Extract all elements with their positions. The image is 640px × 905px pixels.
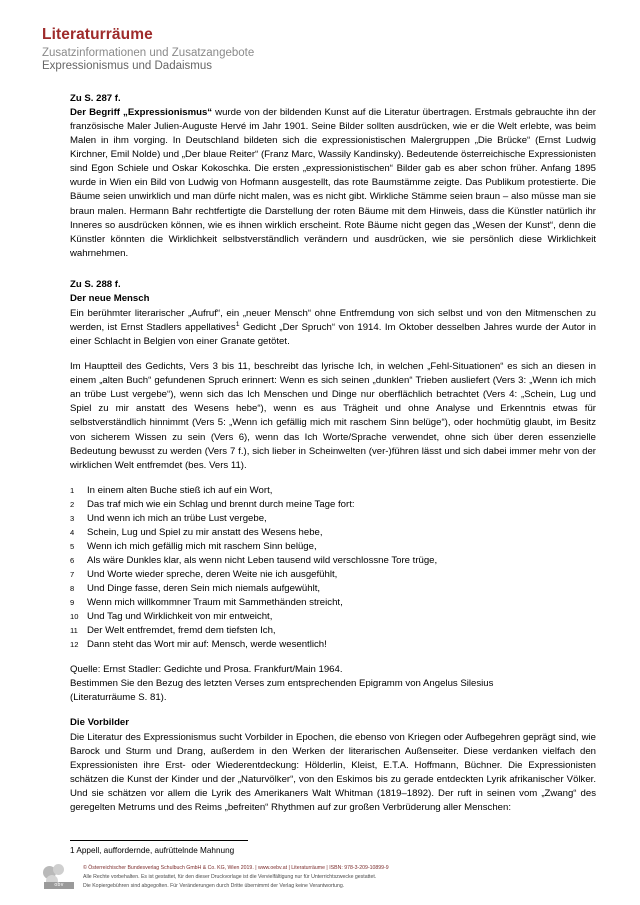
lead-rest-expressionismus: wurde von der bildenden Kunst auf die Literatur übertragen. Erstmals gebrauchte ihn der französische Maler Julien-Auguste Hervé im Jahr 1901. Seine Bilder sollten ausdrücken, wie er die Welt erlebte, was beim Malen in ihm vorging. In Deutschland bildeten sich die expressionistischen Malergruppen „Die Brücke“ (Ernst Ludwig Kirchner, Emil Nolde) und „Der blaue Reiter“ (Franz Marc, Wassily Kandinsky). Bedeutende österreichische Expressionisten sind Egon Schiele und Oskar Kokoschka. Die ersten „expressionistischen“ Bilder gab es aber schon früher. Anfang 1895 wurde in Wien ein Bild von Ludwig von Hofmann ausgestellt, das rote Baumstämme zeigte. Das Publikum protestierte. Die Bäume seien unwirklich und man dürfe nicht malen, was es nicht gibt. Wirkliche Stämme seien braun – also müsse man sie braun malen. Hermann Bahr rechtfertigte die Darstellung der roten Bäume mit dem Hinweis, dass die Künstler natürlich ihr Inneres so ausdrücken können, wie es ihnen wirklich erscheint. Rote Bäume nicht gegen das „Wesen der Kunst“, denn die Künstler könnten die Wirklichkeit selbstverständlich verändern und ausdrücken, wie sie persönlich diese Wirklichkeit wahrnehmen. (70, 106, 596, 259)
paragraph-vorbilder: Die Literatur des Expressionismus sucht Vorbilder in Epochen, die ebenso von Kriegen oder Aufbegehren geprägt sind, wie Barock und Sturm und Drang, außerdem in den Werken der literarischen Außenseiter. Diese verdanken vielfach den Expressionisten ihre Erst- oder Wiederentdeckung: Hölderlin, Kleist, E.T.A. Hoffmann, Büchner. Die Expressionisten schätzen die Kunst der Kinder und der „Naturvölker“, von den Eskimos bis zu gerade entdeckten Lyrik afrikanischer Völker. Und sie schätzen vor allem die Lyrik des Amerikaners Walt Whitman (1819–1892). Der ruft in seinen vom „Zwang“ des geregelten Metrums und des Reims „befreiten“ Rhythmen auf zur großen Verbrüderung aller Menschen: (70, 731, 596, 814)
paragraph-aufruf-part1: Ein berühmter literarischer „Aufruf“, ein „neuer Mensch“ ohne Entfremdung von sich selbst und von den Mitmenschen zu werden, ist Ernst Stadlers appellatives (70, 307, 596, 333)
poem-line-text: Das traf mich wie ein Schlag und brennt durch meine Tage fort: (87, 498, 355, 510)
section-ref-287: Zu S. 287 f. (70, 93, 121, 104)
poem-line (70, 610, 596, 624)
footer-copyright (83, 864, 598, 891)
paragraph-expressionismus (70, 106, 596, 261)
poem-line-text: Der Welt entfremdet, fremd dem tiefsten Ich, (87, 624, 276, 636)
poem-line-text: Wenn ich mich gefällig mich mit raschem Sinn belüge, (87, 540, 317, 552)
poem-line-number: 3 (70, 513, 75, 523)
source-line-2: Bestimmen Sie den Bezug des letzten Verses zum entsprechenden Epigramm von Angelus Silesius (70, 677, 494, 689)
poem-line (70, 498, 596, 512)
poem-line-number: 10 (70, 611, 79, 621)
section-heading-vorbilder: Die Vorbilder (70, 717, 129, 729)
page-title: Literaturräume (42, 26, 153, 43)
poem-list (70, 484, 596, 652)
source-line-3: (Literaturräume S. 81). (70, 691, 167, 703)
publisher-logo-label: obv (44, 882, 74, 889)
source-line-1: Quelle: Ernst Stadler: Gedichte und Prosa. Frankfurt/Main 1964. (70, 663, 343, 675)
paragraph-aufruf (70, 307, 596, 349)
poem-line-number: 8 (70, 583, 75, 593)
poem-line-text: Schein, Lug und Spiel zu mir anstatt des Wesens hebe, (87, 526, 323, 538)
footer-line-2: Alle Rechte vorbehalten. Es ist gestattet, für den dieser Druckvorlage ist die Vervielfältigung nur für Unterrichtszwecke gestattet. (83, 874, 377, 881)
poem-line-text: Und Tag und Wirklichkeit von mir entweicht, (87, 610, 273, 622)
poem-line (70, 596, 596, 610)
poem-line-number: 2 (70, 499, 75, 509)
page-subtitle: Zusatzinformationen und Zusatzangebote (42, 47, 255, 59)
poem-line-number: 4 (70, 527, 75, 537)
poem-line-text: Und Worte wieder spreche, deren Weite nie ich ausgefühlt, (87, 568, 338, 580)
footnote-marker-1: 1 (235, 320, 240, 328)
poem-line (70, 512, 596, 526)
poem-line (70, 568, 596, 582)
page-footer (42, 864, 598, 891)
poem-line-number: 1 (70, 485, 75, 495)
poem-line-number: 5 (70, 541, 75, 551)
poem-line-text: Und wenn ich mich an trübe Lust vergebe, (87, 512, 267, 524)
paragraph-aufruf-part2: Gedicht „Der Spruch“ von 1914. Im Oktober desselben Jahres wurde der Autor in einer Schlacht in Belgien von einer Granate getötet. (70, 321, 596, 347)
poem-line-text: Und Dinge fasse, deren Sein mich niemals aufgewühlt, (87, 582, 321, 594)
publisher-logo-icon (42, 864, 76, 890)
poem-line (70, 624, 596, 638)
footer-line-1: © Österreichischer Bundesverlag Schulbuch GmbH & Co. KG, Wien 2019. | www.oebv.at | Literaturräume | ISBN: 978-3-209-10899-9 (83, 865, 389, 872)
footer-line-3: Die Kopiergebühren sind abgegolten. Für Veränderungen durch Dritte übernimmt der Verlag keine Verantwortung. (83, 883, 345, 890)
page-subtitle-secondary: Expressionismus und Dadaismus (42, 60, 213, 72)
poem-line-number: 12 (70, 639, 79, 649)
poem-line (70, 554, 596, 568)
poem-line-number: 6 (70, 555, 75, 565)
poem-line-number: 9 (70, 597, 75, 607)
paragraph-hauptteil: Im Hauptteil des Gedichts, Vers 3 bis 11, beschreibt das lyrische Ich, in welchen „Fehl-Situationen“ es sich an diesen in einem „alten Buch“ gefundenen Spruch erinnert: Wenn es sich seinen „dunklen“ Trieben ausliefert (Vers 3: „Wenn ich mich an trübe Lust vergebe“), wenn sich das Ich Menschen und Dinge nur oberflächlich betrachtet (Vers 4: „Schein, Lug und Spiel zu mir anstatt des Wesens hebe“), wenn es aus Trägheit und ohne Analyse und Erkenntnis etwas für selbstverständlich hinnimmt (Vers 5: „Wenn ich gefällig mich mit raschem Sinn belüge“), oder hochmütig glaubt, im Besitz von sicherem Wissen zu sein (Vers 6), wenn das Ich Worte/Sprache verwendet, ohne sich über deren essenzielle Bedeutung bewusst zu werden (Vers 7 f.), sich lieber in Scheinwelten (ver-)führen lässt und sich dabei immer mehr von der wirklichen Welt entfremdet (bes. Vers 11). (70, 361, 596, 471)
section-ref-288: Zu S. 288 f. (70, 278, 121, 290)
poem-line (70, 540, 596, 554)
poem-line-number: 11 (70, 625, 78, 635)
document-body (42, 92, 598, 856)
footnote-divider (70, 840, 248, 841)
footnote-text: 1 Appell, auffordernde, aufrüttelnde Mahnung (70, 845, 235, 855)
section-heading-neuer-mensch: Der neue Mensch (70, 292, 150, 304)
poem-line (70, 526, 596, 540)
poem-line (70, 484, 596, 498)
poem-line-text: Als wäre Dunkles klar, als wenn nicht Leben tausend wild verschlossne Tore trüge, (87, 554, 438, 566)
poem-line-number: 7 (70, 569, 75, 579)
poem-line-text: In einem alten Buche stieß ich auf ein Wort, (87, 484, 273, 496)
poem-line (70, 638, 596, 652)
poem-line-text: Dann steht das Wort mir auf: Mensch, werde wesentlich! (87, 638, 327, 650)
poem-line (70, 582, 596, 596)
poem-line-text: Wenn mich willkommner Traum mit Sammethänden streicht, (87, 596, 343, 608)
lead-bold-expressionismus: Der Begriff „Expressionismus“ (70, 106, 213, 118)
